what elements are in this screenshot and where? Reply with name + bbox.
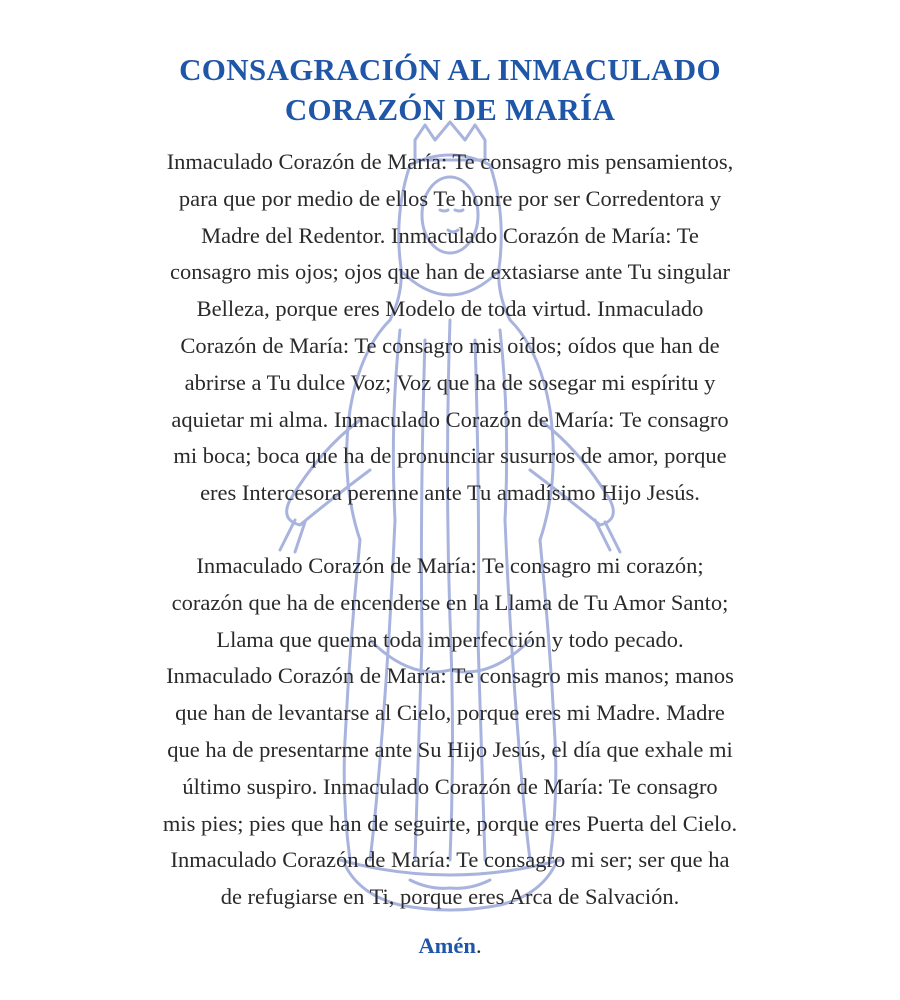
prayer-line: que han de levantarse al Cielo, porque eres mi Madre. Madre xyxy=(175,700,725,726)
prayer-line: Belleza, porque eres Modelo de toda virtud. Inmaculado xyxy=(196,296,704,322)
prayer-line: Corazón de María: Te consagro mis oídos; oídos que han de xyxy=(180,332,720,358)
prayer-line: de refugiarse en Ti, porque eres Arca de Salvación. xyxy=(220,884,680,910)
prayer-line: Llama que quema toda imperfección y todo pecado. xyxy=(216,626,684,652)
prayer-line: Inmaculado Corazón de María: Te consagro mis manos; manos xyxy=(166,663,734,689)
prayer-line: Inmaculado Corazón de María: Te consagro mi ser; ser que ha xyxy=(170,847,730,873)
prayer-line: Inmaculado Corazón de María: Te consagro mis pensamientos, xyxy=(166,149,734,174)
prayer-paragraph-2 xyxy=(120,548,780,916)
prayer-line: abrirse a Tu dulce Voz; Voz que ha de sosegar mi espíritu y xyxy=(184,369,716,395)
amen-word: Amén xyxy=(418,932,476,958)
prayer-line: mis pies; pies que han de seguirte, porque eres Puerta del Cielo. xyxy=(162,810,738,836)
prayer-line: que ha de presentarme ante Su Hijo Jesús, el día que exhale mi xyxy=(167,736,733,762)
prayer-line: eres Intercesora perenne ante Tu amadísimo Hijo Jesús. xyxy=(200,480,700,506)
title-line: CORAZÓN DE MARÍA xyxy=(284,92,616,127)
prayer-line: consagro mis ojos; ojos que han de extasiarse ante Tu singular xyxy=(170,259,730,285)
prayer-line: para que por medio de ellos Te honre por ser Corredentora y xyxy=(178,185,722,211)
prayer-line: aquietar mi alma. Inmaculado Corazón de María: Te consagro xyxy=(171,406,729,432)
prayer-title xyxy=(0,0,900,130)
prayer-line: mi boca; boca que ha de pronunciar susurros de amor, porque xyxy=(173,443,727,469)
prayer-paragraph-1 xyxy=(120,144,780,512)
title-line: CONSAGRACIÓN AL INMACULADO xyxy=(179,52,721,87)
prayer-line: corazón que ha de encenderse en la Llama de Tu Amor Santo; xyxy=(171,589,729,615)
amen-punctuation: . xyxy=(475,932,482,958)
closing-amen xyxy=(0,928,900,964)
prayer-line: Inmaculado Corazón de María: Te consagro mi corazón; xyxy=(196,552,704,578)
prayer-line: Madre del Redentor. Inmaculado Corazón de María: Te xyxy=(201,222,699,248)
prayer-line: último suspiro. Inmaculado Corazón de María: Te consagro xyxy=(182,773,718,799)
